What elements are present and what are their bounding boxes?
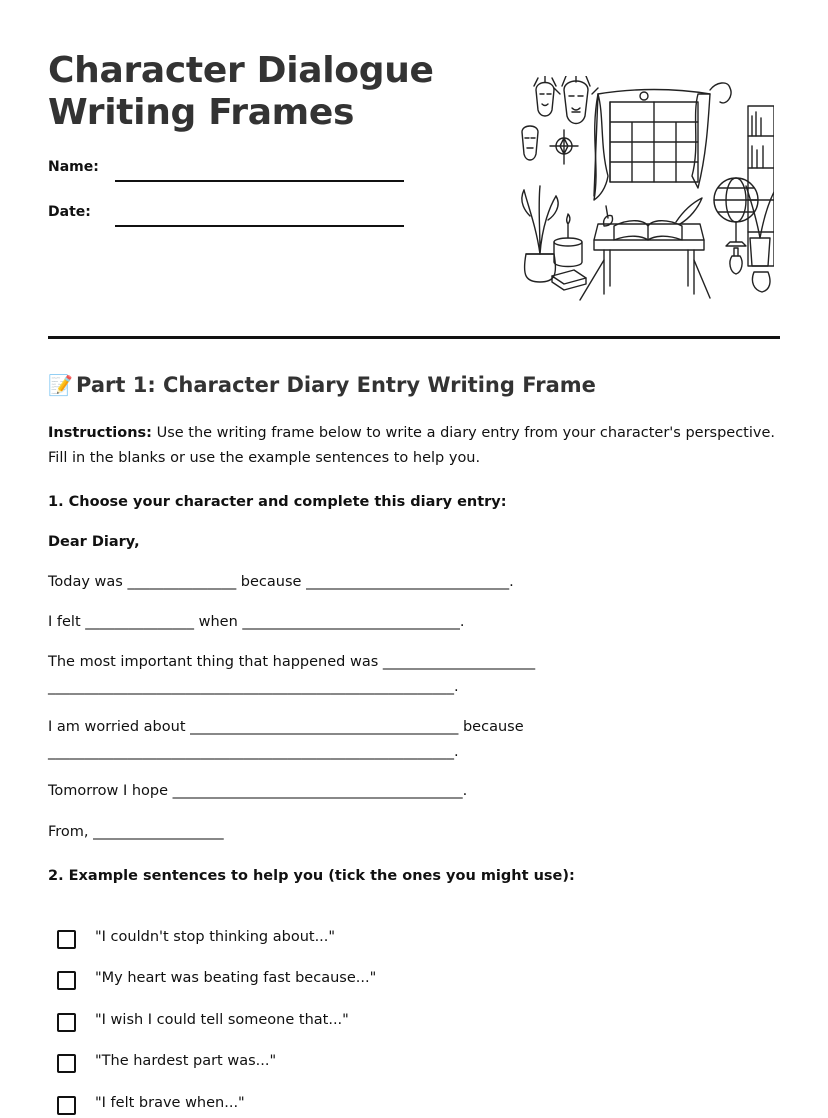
memo-icon: 📝 bbox=[48, 373, 73, 397]
name-label: Name: bbox=[48, 159, 99, 175]
example-sentence: "The hardest part was..." bbox=[95, 1053, 277, 1069]
diary-salutation: Dear Diary, bbox=[48, 534, 140, 550]
books-stack-icon bbox=[552, 270, 586, 290]
title-line-1: Character Dialogue bbox=[48, 50, 434, 91]
frame-line[interactable]: I felt _______________ when ______________________________. bbox=[48, 614, 465, 630]
mask-small-icon bbox=[522, 126, 538, 160]
mask-center-icon bbox=[554, 76, 598, 124]
desk-icon bbox=[580, 224, 710, 300]
section-divider bbox=[48, 336, 780, 339]
plant-right-icon bbox=[746, 186, 774, 266]
checkbox[interactable] bbox=[57, 971, 76, 990]
example-sentence: "I felt brave when..." bbox=[95, 1095, 245, 1111]
checkbox[interactable] bbox=[57, 1096, 76, 1115]
question-1: 1. Choose your character and complete this diary entry: bbox=[48, 494, 507, 510]
frame-line[interactable]: ________________________________________________________. bbox=[48, 679, 459, 695]
instructions bbox=[48, 421, 780, 471]
part1-heading bbox=[48, 373, 596, 397]
plant-left-icon bbox=[522, 186, 558, 282]
signature-line[interactable]: From, __________________ bbox=[48, 824, 224, 840]
curtain-left bbox=[594, 94, 608, 200]
date-label: Date: bbox=[48, 204, 91, 220]
page-title bbox=[48, 50, 434, 134]
globe-icon bbox=[714, 178, 758, 246]
compass-ornament-icon bbox=[550, 130, 578, 164]
frame-line[interactable]: Today was _______________ because ____________________________. bbox=[48, 574, 514, 590]
title-line-2: Writing Frames bbox=[48, 92, 355, 133]
checkbox[interactable] bbox=[57, 930, 76, 949]
part1-title: Part 1: Character Diary Entry Writing Frame bbox=[76, 373, 596, 397]
example-sentence: "I wish I could tell someone that..." bbox=[95, 1012, 349, 1028]
example-sentence: "My heart was beating fast because..." bbox=[95, 970, 377, 986]
frame-line[interactable]: Tomorrow I hope ________________________________________. bbox=[48, 783, 468, 799]
question-2: 2. Example sentences to help you (tick the ones you might use): bbox=[48, 868, 575, 884]
instructions-text: Use the writing frame below to write a diary entry from your character's perspective. Fill in the blanks or use the example sentences to help you. bbox=[48, 425, 776, 466]
checkbox[interactable] bbox=[57, 1054, 76, 1073]
frame-line[interactable]: ________________________________________________________. bbox=[48, 744, 459, 760]
frame-line[interactable]: The most important thing that happened was _____________________ bbox=[48, 654, 536, 670]
example-sentence: "I couldn't stop thinking about..." bbox=[95, 929, 336, 945]
vases-icon bbox=[730, 248, 770, 292]
frame-line[interactable]: I am worried about _____________________________________ because bbox=[48, 719, 524, 735]
checkbox[interactable] bbox=[57, 1013, 76, 1032]
candle-icon bbox=[554, 214, 582, 267]
name-line[interactable] bbox=[115, 180, 404, 182]
instructions-label: Instructions: bbox=[48, 425, 152, 441]
mask-left-icon bbox=[534, 76, 556, 116]
study-room-illustration bbox=[514, 76, 774, 304]
date-line[interactable] bbox=[115, 225, 404, 227]
